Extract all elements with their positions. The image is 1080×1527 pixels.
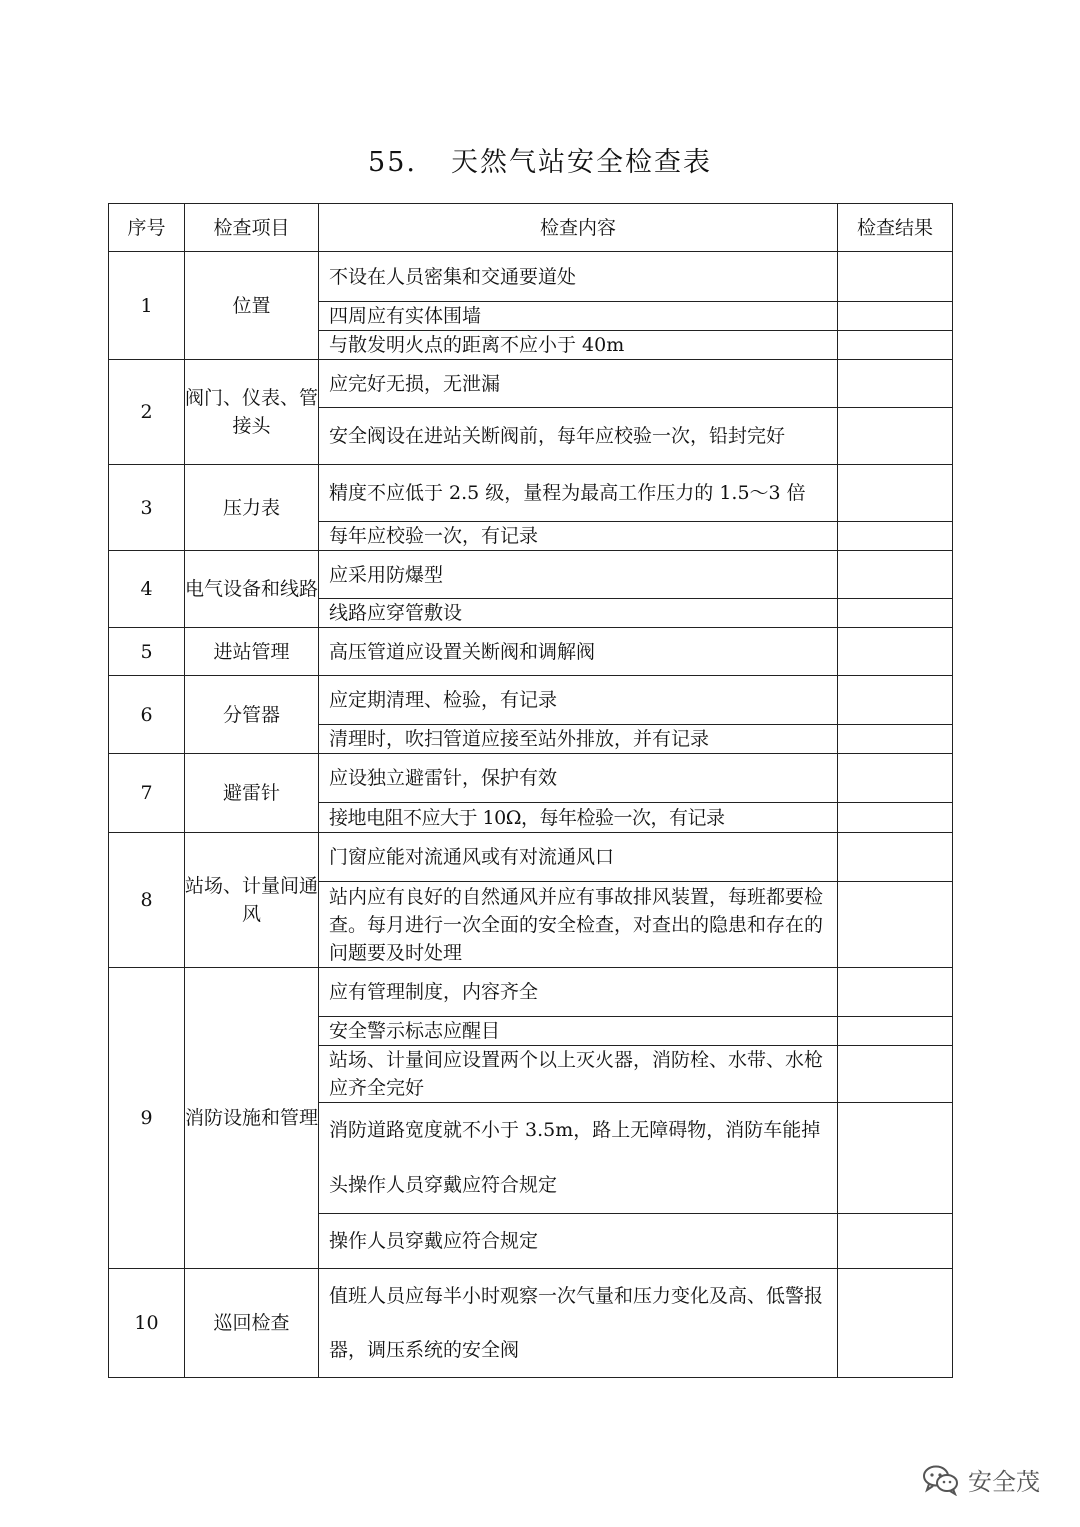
result-cell[interactable] (838, 754, 953, 803)
result-cell[interactable] (838, 882, 953, 968)
seq-cell: 10 (109, 1269, 185, 1378)
seq-cell: 5 (109, 628, 185, 676)
content-cell: 高压管道应设置关断阀和调解阀 (319, 628, 838, 676)
content-cell: 值班人员应每半小时观察一次气量和压力变化及高、低警报器，调压系统的安全阀 (319, 1269, 838, 1378)
table-row (109, 360, 953, 408)
content-cell: 安全阀设在进站关断阀前，每年应校验一次，铅封完好 (319, 408, 838, 465)
result-cell[interactable] (838, 803, 953, 833)
item-cell: 电气设备和线路 (185, 551, 319, 628)
table-row (109, 252, 953, 302)
content-cell: 应定期清理、检验，有记录 (319, 676, 838, 725)
item-cell: 位置 (185, 252, 319, 360)
header-seq: 序号 (109, 204, 185, 252)
content-cell: 清理时，吹扫管道应接至站外排放，并有记录 (319, 725, 838, 754)
seq-cell: 1 (109, 252, 185, 360)
content-cell: 应设独立避雷针，保护有效 (319, 754, 838, 803)
result-cell[interactable] (838, 676, 953, 725)
content-cell: 与散发明火点的距离不应小于 40m (319, 331, 838, 360)
title-text: 天然气站安全检查表 (450, 147, 712, 178)
result-cell[interactable] (838, 1046, 953, 1103)
content-cell: 每年应校验一次，有记录 (319, 522, 838, 551)
table-row (109, 628, 953, 676)
result-cell[interactable] (838, 408, 953, 465)
content-cell: 应完好无损，无泄漏 (319, 360, 838, 408)
header-result: 检查结果 (838, 204, 953, 252)
content-cell: 线路应穿管敷设 (319, 599, 838, 628)
result-cell[interactable] (838, 1214, 953, 1269)
result-cell[interactable] (838, 599, 953, 628)
seq-cell: 6 (109, 676, 185, 754)
result-cell[interactable] (838, 551, 953, 599)
table-row (109, 1269, 953, 1378)
result-cell[interactable] (838, 833, 953, 882)
title-number: 55. (368, 147, 417, 178)
content-cell: 四周应有实体围墙 (319, 302, 838, 331)
seq-cell: 2 (109, 360, 185, 465)
item-cell: 巡回检查 (185, 1269, 319, 1378)
seq-cell: 8 (109, 833, 185, 968)
content-cell: 安全警示标志应醒目 (319, 1017, 838, 1046)
table-row (109, 833, 953, 882)
table-row (109, 551, 953, 599)
result-cell[interactable] (838, 252, 953, 302)
seq-cell: 9 (109, 968, 185, 1269)
seq-cell: 7 (109, 754, 185, 833)
content-cell: 精度不应低于 2.5 级，量程为最高工作压力的 1.5～3 倍 (319, 465, 838, 522)
table-row (109, 754, 953, 803)
result-cell[interactable] (838, 360, 953, 408)
item-cell: 进站管理 (185, 628, 319, 676)
result-cell[interactable] (838, 465, 953, 522)
item-cell: 避雷针 (185, 754, 319, 833)
watermark (922, 1462, 1040, 1497)
seq-cell: 3 (109, 465, 185, 551)
content-cell: 站场、计量间应设置两个以上灭火器，消防栓、水带、水枪应齐全完好 (319, 1046, 838, 1103)
result-cell[interactable] (838, 331, 953, 360)
header-row (109, 204, 953, 252)
seq-cell: 4 (109, 551, 185, 628)
result-cell[interactable] (838, 522, 953, 551)
header-item: 检查项目 (185, 204, 319, 252)
result-cell[interactable] (838, 628, 953, 676)
content-cell: 站内应有良好的自然通风并应有事故排风装置，每班都要检查。每月进行一次全面的安全检查，对查出的隐患和存在的问题要及时处理 (319, 882, 838, 968)
item-cell: 消防设施和管理 (185, 968, 319, 1269)
result-cell[interactable] (838, 1103, 953, 1214)
item-cell: 阀门、仪表、管接头 (185, 360, 319, 465)
content-cell: 接地电阻不应大于 10Ω，每年检验一次，有记录 (319, 803, 838, 833)
result-cell[interactable] (838, 1017, 953, 1046)
content-cell: 应采用防爆型 (319, 551, 838, 599)
item-cell: 分管器 (185, 676, 319, 754)
wechat-icon (922, 1464, 960, 1496)
content-cell: 不设在人员密集和交通要道处 (319, 252, 838, 302)
table-row (109, 676, 953, 725)
result-cell[interactable] (838, 725, 953, 754)
item-cell: 站场、计量间通风 (185, 833, 319, 968)
content-cell: 应有管理制度，内容齐全 (319, 968, 838, 1017)
header-content: 检查内容 (319, 204, 838, 252)
page-title (0, 140, 1080, 179)
watermark-text: 安全茂 (968, 1468, 1040, 1496)
item-cell: 压力表 (185, 465, 319, 551)
content-cell: 门窗应能对流通风或有对流通风口 (319, 833, 838, 882)
table-row (109, 968, 953, 1017)
result-cell[interactable] (838, 968, 953, 1017)
table-row (109, 465, 953, 522)
result-cell[interactable] (838, 302, 953, 331)
content-cell: 操作人员穿戴应符合规定 (319, 1214, 838, 1269)
inspection-table (108, 203, 953, 1378)
content-cell: 消防道路宽度就不小于 3.5m，路上无障碍物，消防车能掉头操作人员穿戴应符合规定 (319, 1103, 838, 1214)
result-cell[interactable] (838, 1269, 953, 1378)
